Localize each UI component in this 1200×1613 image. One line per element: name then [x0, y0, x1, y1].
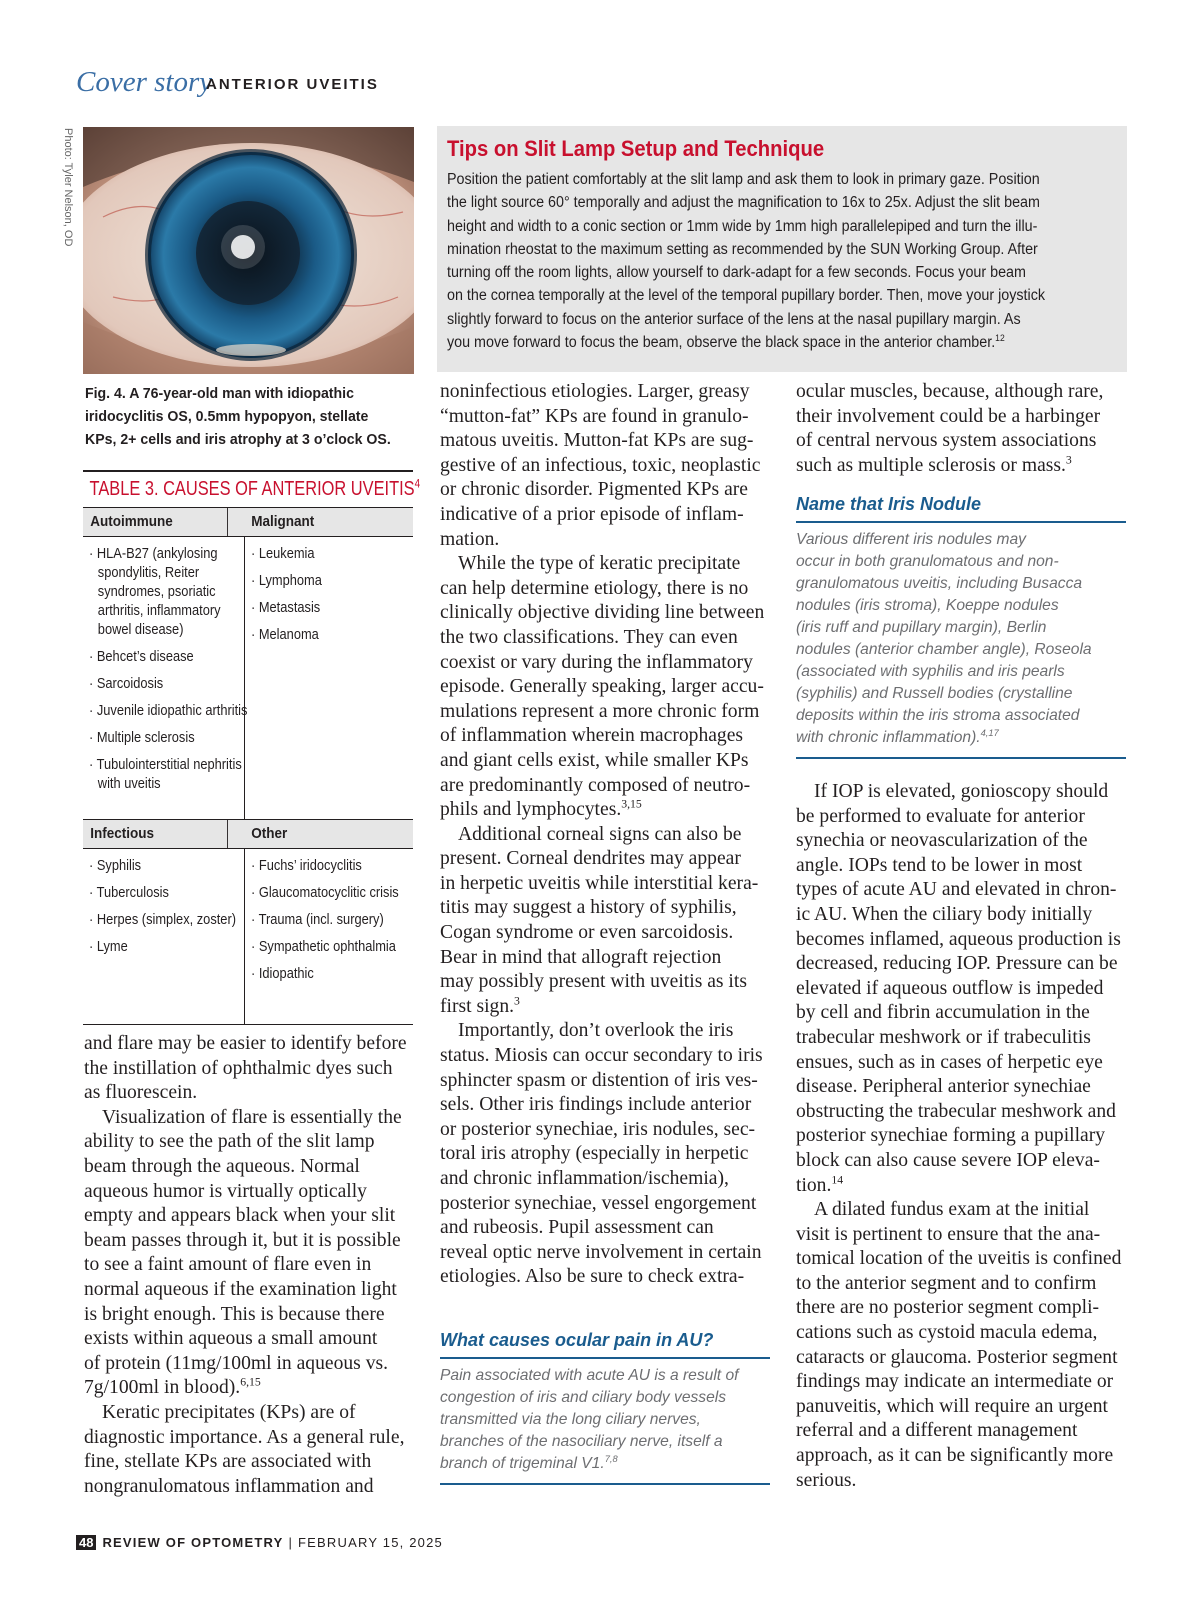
table-item: · Lyme: [89, 939, 128, 955]
tips-line: mination rheostat to the maximum setting as recommended by the SUN Working Group. After: [447, 240, 1038, 258]
cover-story-kicker: Cover story: [76, 66, 213, 98]
autoimmune-list: [83, 537, 248, 819]
eye-illustration: [83, 127, 414, 374]
reference-marker: 12: [995, 332, 1005, 343]
table-item: · Herpes (simplex, zoster): [89, 912, 237, 928]
sidebar-body: Pain associated with acute AU is a result of congestion of iris and ciliary body vessels transmitted via the long ciliary nerves, branches of the nasociliary nerve, itself a branch of trigeminal V1.$^{7,8}$: [440, 1367, 739, 1472]
tips-title: Tips on Slit Lamp Setup and Technique: [447, 136, 825, 161]
tips-line: turning off the room lights, allow yourself to dark-adapt for a few seconds. Focus your beam: [447, 264, 1026, 282]
table-item: · Leukemia: [251, 546, 315, 562]
tips-line: Position the patient comfortably at the slit lamp and ask them to look in primary gaze. Position: [447, 171, 1040, 188]
sidebar-ocular-pain: [440, 1330, 770, 1485]
paragraph: and flare may be easier to identify before the instillation of ophthalmic dyes such as fluorescein.: [84, 1033, 407, 1104]
paragraph: ocular muscles, because, although rare, their involvement could be a harbinger of central nervous system associations such as multiple sclerosis or mass.$^3$: [796, 381, 1104, 476]
paragraph: If IOP is elevated, gonioscopy should be performed to evaluate for anterior synechia or neovascularization of the angle. IOPs tend to be lower in most types of acute AU and elevated in chron- ic AU. When the ciliary body initially becomes inflamed, aqueous production is decreased, reducing IOP. Pressure can be elevated if aqueous outflow is impeded by cell and fibrin accumulation in the trabecular meshwork or if trabeculitis ensues, such as in cases of herpetic eye disease. Peripheral anterior synechiae obstructing the trabecular meshwork and posterior synechiae forming a pupillary block can also cause severe IOP eleva- tion.$^{14}$: [796, 781, 1121, 1196]
footer-separator: |: [288, 1535, 294, 1550]
section-title: ANTERIOR UVEITIS: [206, 76, 379, 93]
table-item: · Metastasis: [251, 600, 321, 616]
tips-line: slightly forward to focus on the anterior surface of the lens at the nasal pupillary margin. As: [447, 310, 1021, 328]
page-number: 48: [76, 1535, 96, 1550]
column-3-text: [796, 380, 1103, 478]
figure-caption: Fig. 4. A 76-year-old man with idiopathic iridocyclitis OS, 0.5mm hypopyon, stellate KPs, 2+ cells and iris atrophy at 3 o’clock OS.: [85, 385, 391, 448]
malignant-list: [245, 537, 413, 819]
column-1-text: [84, 1032, 407, 1499]
table-item: · Tuberculosis: [89, 885, 169, 901]
column-3-continued-text: [796, 780, 1121, 1493]
header-infectious: Infectious: [83, 820, 228, 848]
table-header-row: [83, 507, 413, 537]
tips-line: the light source 60° temporally and adjust the magnification to 16x to 25x. Adjust the slit beam: [447, 194, 1040, 212]
sidebar-body: Various different iris nodules may occur in both granulomatous and non- granulomatous uveitis, including Busacca nodules (iris stroma), Koeppe nodules (iris ruff and pupillary margin), Berlin nodules (anterior chamber angle), Roseola (associated with syphilis and iris pearls (syphilis) and Russell bodies (crystalline deposits within the iris stroma associated with chronic inflammation).$^{4,17}$: [796, 531, 1092, 746]
other-list: [245, 849, 413, 1024]
page-footer: [76, 1535, 443, 1550]
header-autoimmune: Autoimmune: [83, 508, 228, 536]
paragraph: Additional corneal signs can also be present. Corneal dendrites may appear in herpetic uveitis while interstitial kera- titis may suggest a history of syphilis, Cogan syndrome or even sarcoidosis. Bear in mind that allograft rejection may possibly present with uveitis as its first sign.$^3$: [440, 823, 759, 1017]
tips-body: [447, 168, 1117, 354]
table-item: · Glaucomatocyclitic crisis: [251, 885, 399, 901]
table-item: · Syphilis: [89, 858, 142, 874]
table-header-row: [83, 819, 413, 849]
table-title: TABLE 3. CAUSES OF ANTERIOR UVEITIS$^4$: [89, 476, 421, 500]
paragraph: A dilated fundus exam at the initial visit is pertinent to ensure that the ana- tomical location of the uveitis is confined to the anterior segment and to confirm there are no posterior segment compli- cations such as cystoid macula edema, cataracts or glaucoma. Posterior segment findings may indicate an intermediate or panuveitis, which will require an urgent referral and a different management approach, as it can be significantly more serious.: [796, 1199, 1122, 1491]
table-item: · Idiopathic: [251, 966, 314, 982]
table-item: · Melanoma: [251, 627, 319, 643]
column-2-text: [440, 380, 764, 1290]
tips-sidebar: [437, 126, 1127, 372]
sidebar-title: What causes ocular pain in AU?: [440, 1330, 714, 1350]
eye-photo: [83, 127, 414, 374]
tips-line: height and width to a conic section or 1mm wide by 1mm high parallelepiped and turn the illu-: [447, 217, 1038, 235]
table-item: · Tubulointerstitial nephritis with uveitis: [89, 757, 242, 792]
table-item: · Sarcoidosis: [89, 676, 164, 692]
table-item: · Multiple sclerosis: [89, 730, 195, 746]
table-item: · Lymphoma: [251, 573, 322, 589]
tips-line: you move forward to focus the beam, observe the black space in the anterior chamber.$^{12}$: [447, 332, 1005, 352]
table-item: · Juvenile idiopathic arthritis: [89, 703, 248, 719]
paragraph: Visualization of flare is essentially the ability to see the path of the slit lamp beam through the aqueous. Normal aqueous humor is virtually optically empty and appears black when your slit beam passes through it, but it is possible to see a faint amount of flare even in normal aqueous if the examination light is bright enough. This is because there exists within aqueous a small amount of protein (11mg/100ml in aqueous vs. 7g/100ml in blood).$^{6,15}$: [84, 1106, 402, 1399]
magazine-name: REVIEW OF OPTOMETRY: [102, 1535, 284, 1550]
infectious-list: [83, 849, 245, 1024]
table-item: · Behcet’s disease: [89, 649, 194, 665]
sidebar-title: Name that Iris Nodule: [796, 494, 982, 514]
table-item: · Sympathetic ophthalmia: [251, 939, 396, 955]
photo-credit: Photo: Tyler Nelson, OD: [62, 128, 74, 247]
paragraph: Importantly, don’t overlook the iris status. Miosis can occur secondary to iris sphincter spasm or distention of iris ves- sels. Other iris findings include anterior or posterior synechiae, iris nodules, sec- toral iris atrophy (especially in herpetic and chronic inflammation/ischemia), posterior synechiae, vessel engorgement and rubeosis. Pupil assessment can reveal optic nerve involvement in certain etiologies. Also be sure to check extra-: [440, 1020, 763, 1288]
paragraph: Keratic precipitates (KPs) are of diagnostic importance. As a general rule, fine, stellate KPs are associated with nongranulomatous inflammation and: [84, 1401, 405, 1497]
tips-line: on the cornea temporally at the level of the temporal pupillary border. Then, move your joystick: [447, 287, 1046, 305]
paragraph: noninfectious etiologies. Larger, greasy “mutton-fat” KPs are found in granulo- matous uveitis. Mutton-fat KPs are sug- gestive of an infectious, toxic, neoplastic or chronic disorder. Pigmented KPs are indicative of a prior episode of inflam- mation.: [440, 381, 761, 550]
paragraph: While the type of keratic precipitate can help determine etiology, there is no clinically objective dividing line between the two classifications. They can even coexist or vary during the inflammatory episode. Generally speaking, larger accu- mulations represent a more chronic form of inflammation wherein macrophages and giant cells exist, while smaller KPs are predominantly composed of neutro- phils and lymphocytes.$^{3,15}$: [440, 553, 765, 821]
table-item: · Fuchs’ iridocyclitis: [251, 858, 362, 874]
header-other: Other: [251, 825, 288, 842]
header-malignant: Malignant: [251, 513, 315, 530]
issue-date: FEBRUARY 15, 2025: [298, 1535, 443, 1550]
sidebar-iris-nodule: [796, 494, 1126, 759]
table-item: · HLA-B27 (ankylosing spondylitis, Reiter syndromes, psoriatic arthritis, inflammatory bowel disease): [89, 546, 221, 638]
causes-table: [83, 470, 421, 1025]
table-item: · Trauma (incl. surgery): [251, 912, 384, 928]
